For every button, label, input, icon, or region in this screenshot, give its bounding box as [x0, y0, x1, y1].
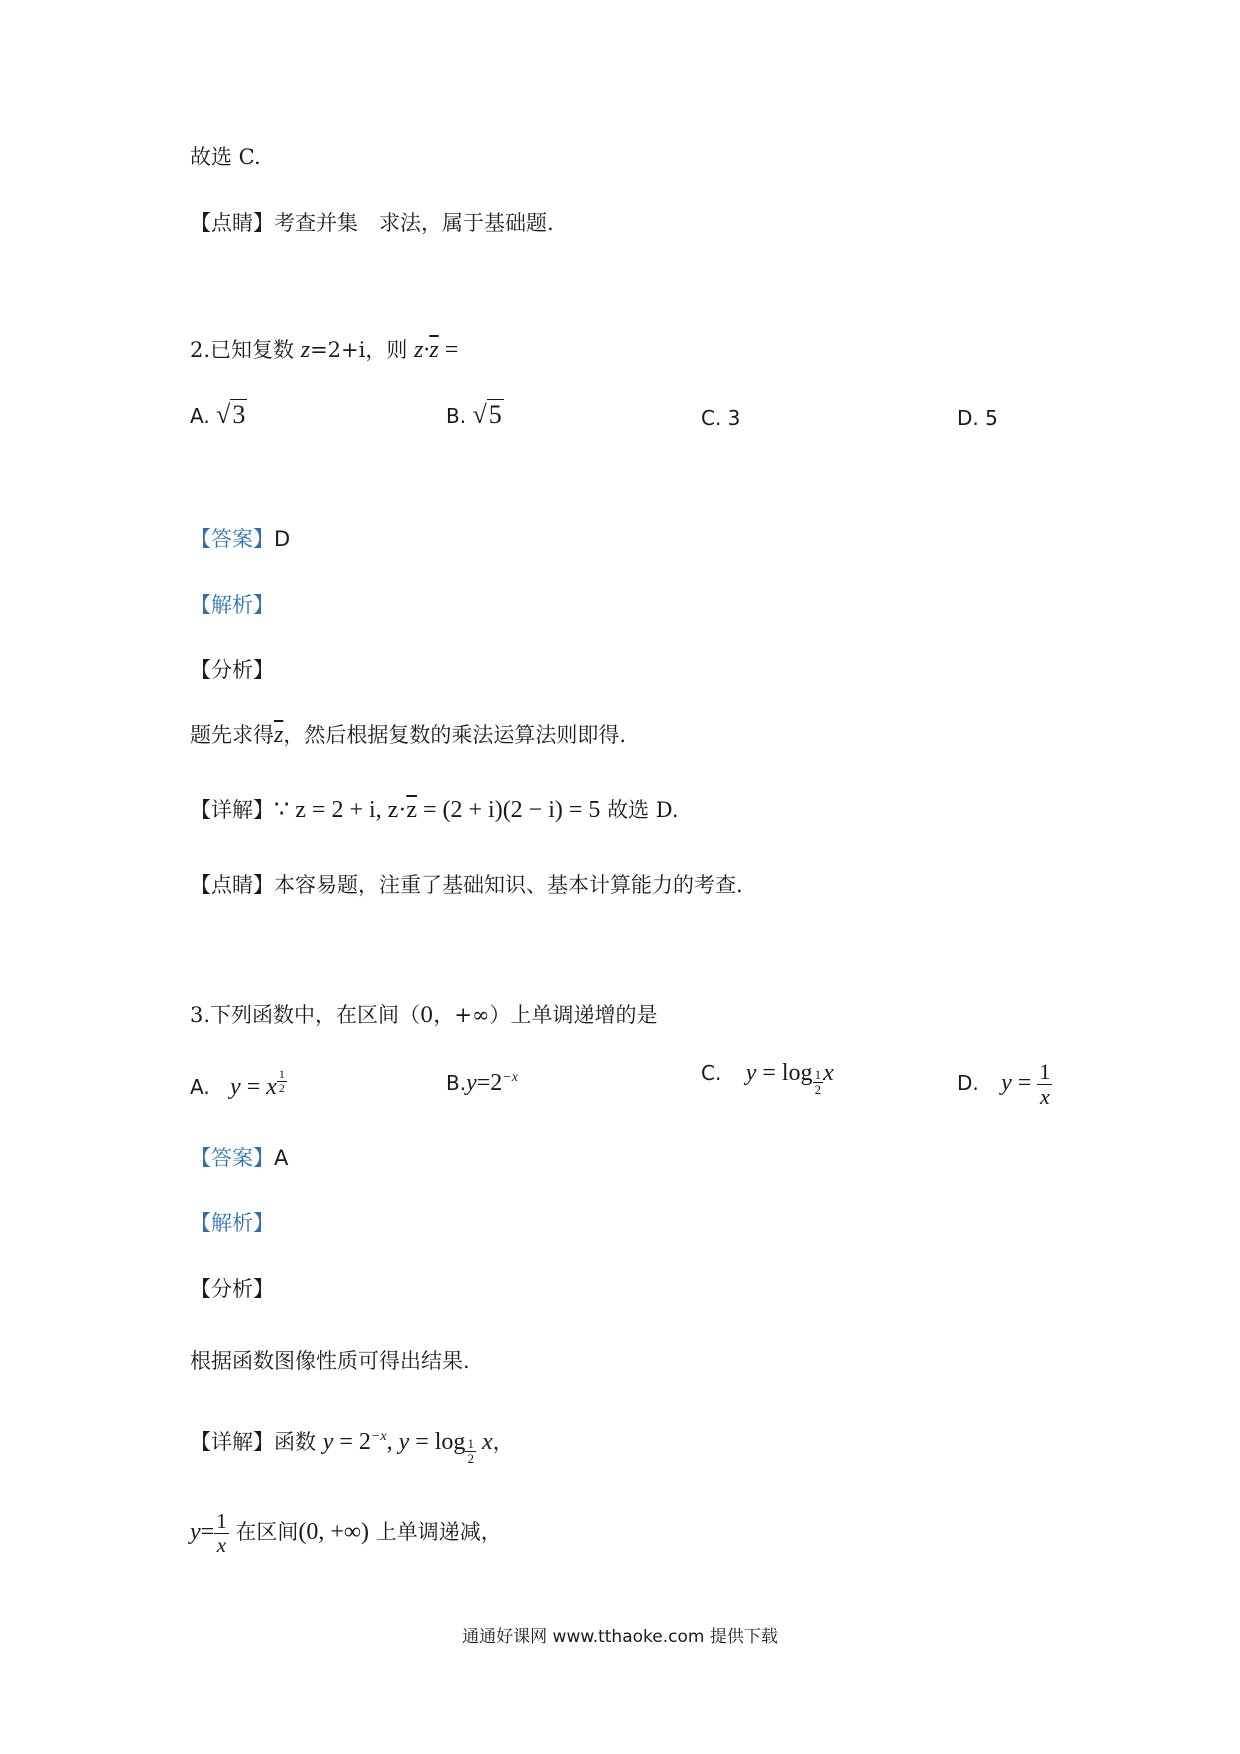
q2-option-a: A. √3	[190, 400, 246, 429]
q3-fenxi: 【分析】	[190, 1277, 274, 1301]
q3-stem: 3.下列函数中，在区间（0，+∞）上单调递增的是	[190, 1003, 658, 1027]
q2-fenxi: 【分析】	[190, 658, 274, 682]
q3-option-a: A. y = x $^{\frac{1}{2}}$	[190, 1067, 285, 1100]
q2-option-c: C. 3	[701, 406, 741, 430]
q3-jiexi: 【解析】	[190, 1211, 274, 1235]
footer-source: 通通好课网 www.tthaoke.com 提供下载	[462, 1627, 778, 1647]
q2-analysis: 题先求得$\overline{z}$，然后根据复数的乘法运算法则即得.	[190, 722, 627, 748]
q3-detail-line2: y= $\frac{1}{x}$ 在区间(0, +∞) 上单调递减，	[190, 1509, 502, 1558]
q3-option-c: C. y = log $_{\frac{1}{2}}$ x	[701, 1060, 834, 1098]
q3-answer: 【答案】A	[190, 1146, 289, 1170]
q2-expr: $z\cdot\overline{z}$	[414, 337, 439, 363]
q2-stem: 2.已知复数 z=2+i，则 $z\cdot\overline{z}$ =	[190, 337, 459, 363]
q2-option-b: B. √5	[446, 400, 502, 429]
q2-answer: 【答案】D	[190, 527, 291, 551]
q3-option-d: D. y = $\frac{1}{x}$	[957, 1059, 1051, 1110]
q3-option-b: $B.y=2^{-x}$	[446, 1070, 518, 1096]
q2-dianjing: 【点睛】本容易题，注重了基础知识、基本计算能力的考查.	[190, 873, 743, 897]
dianjing-q1: 【点睛】考查并集 求法，属于基础题.	[190, 211, 554, 235]
q3-detail: 【详解】函数 $y = 2^{-x}$, y = log $_{\frac{1}{2}}$ x，	[190, 1429, 514, 1467]
q3-analysis: 根据函数图像性质可得出结果.	[190, 1349, 470, 1373]
q2-jiexi: 【解析】	[190, 593, 274, 617]
q2-detail: 【详解】∵ z = 2 + i, $z\cdot\overline{z} = (2 + i)(2 - i) = 5$ 故选 D.	[190, 797, 679, 823]
text-line-choose-c: 故选 C.	[190, 145, 261, 169]
q2-option-d: D. 5	[957, 406, 998, 430]
